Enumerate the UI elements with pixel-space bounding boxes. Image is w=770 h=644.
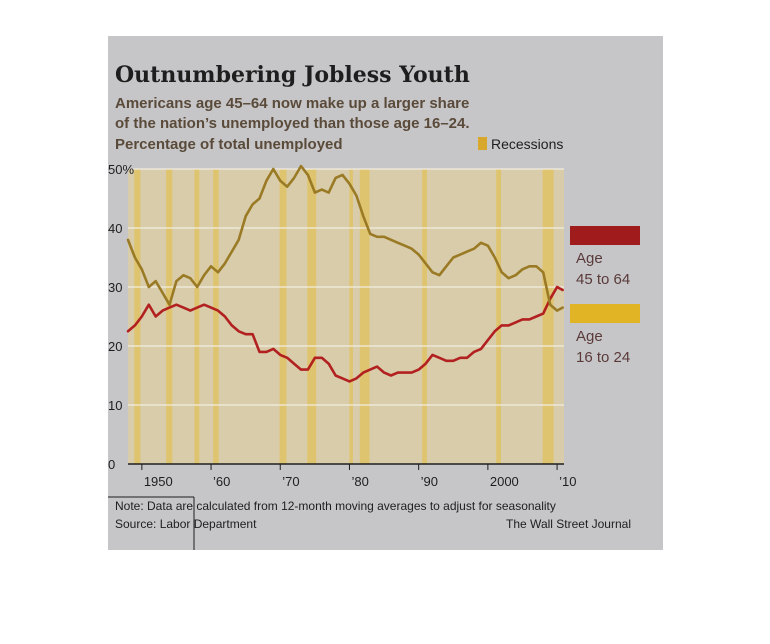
recession-band-10 (543, 169, 554, 464)
x-tick-label-1980: ’80 (351, 474, 369, 489)
x-tick-label-2010: ’10 (559, 474, 577, 489)
y-tick-label-30: 30 (108, 280, 123, 295)
legend-label-age-16-24-line1: Age (576, 328, 603, 345)
x-tick-label-1960: ’60 (213, 474, 231, 489)
x-axis-ticks (142, 464, 577, 489)
y-tick-label-20: 20 (108, 339, 123, 354)
recessions-legend-swatch (478, 137, 487, 150)
y-tick-label-50: 50% (108, 162, 135, 177)
chart (108, 36, 663, 550)
legend-label-age-45-64-line1: Age (576, 250, 603, 267)
recession-band-9 (496, 169, 501, 464)
chart-credit: The Wall Street Journal (506, 517, 631, 531)
y-axis-label: Percentage of total unemployed (115, 136, 343, 153)
chart-panel (108, 36, 663, 550)
chart-subtitle-line-1: Americans age 45–64 now make up a larger share (115, 95, 470, 112)
recession-band-6 (349, 169, 352, 464)
x-tick-label-1950: 1950 (143, 474, 173, 489)
x-tick-label-2000: 2000 (489, 474, 519, 489)
chart-source: Source: Labor Department (115, 517, 257, 531)
y-tick-label-0: 0 (108, 457, 116, 472)
x-tick-label-1990: ’90 (420, 474, 439, 489)
legend-swatch-age-16-24 (570, 304, 640, 323)
recessions-legend-label: Recessions (491, 136, 564, 152)
recession-band-4 (280, 169, 287, 464)
legend-swatch-age-45-64 (570, 226, 640, 245)
chart-subtitle-line-2: of the nation’s unemployed than those age 16–24. (115, 115, 470, 132)
recession-band-8 (422, 169, 427, 464)
legend-label-age-45-64-line2: 45 to 64 (576, 271, 631, 288)
y-tick-label-10: 10 (108, 398, 123, 413)
recession-band-3 (213, 169, 219, 464)
chart-note: Note: Data are calculated from 12-month moving averages to adjust for seasonality (115, 499, 556, 513)
recession-band-0 (134, 169, 140, 464)
legend (570, 226, 640, 366)
chart-title: Outnumbering Jobless Youth (115, 62, 470, 88)
recession-band-5 (307, 169, 316, 464)
recession-band-2 (194, 169, 199, 464)
legend-label-age-16-24-line2: 16 to 24 (576, 349, 631, 366)
y-tick-label-40: 40 (108, 221, 123, 236)
recession-band-1 (166, 169, 172, 464)
x-tick-label-1970: ’70 (282, 474, 300, 489)
